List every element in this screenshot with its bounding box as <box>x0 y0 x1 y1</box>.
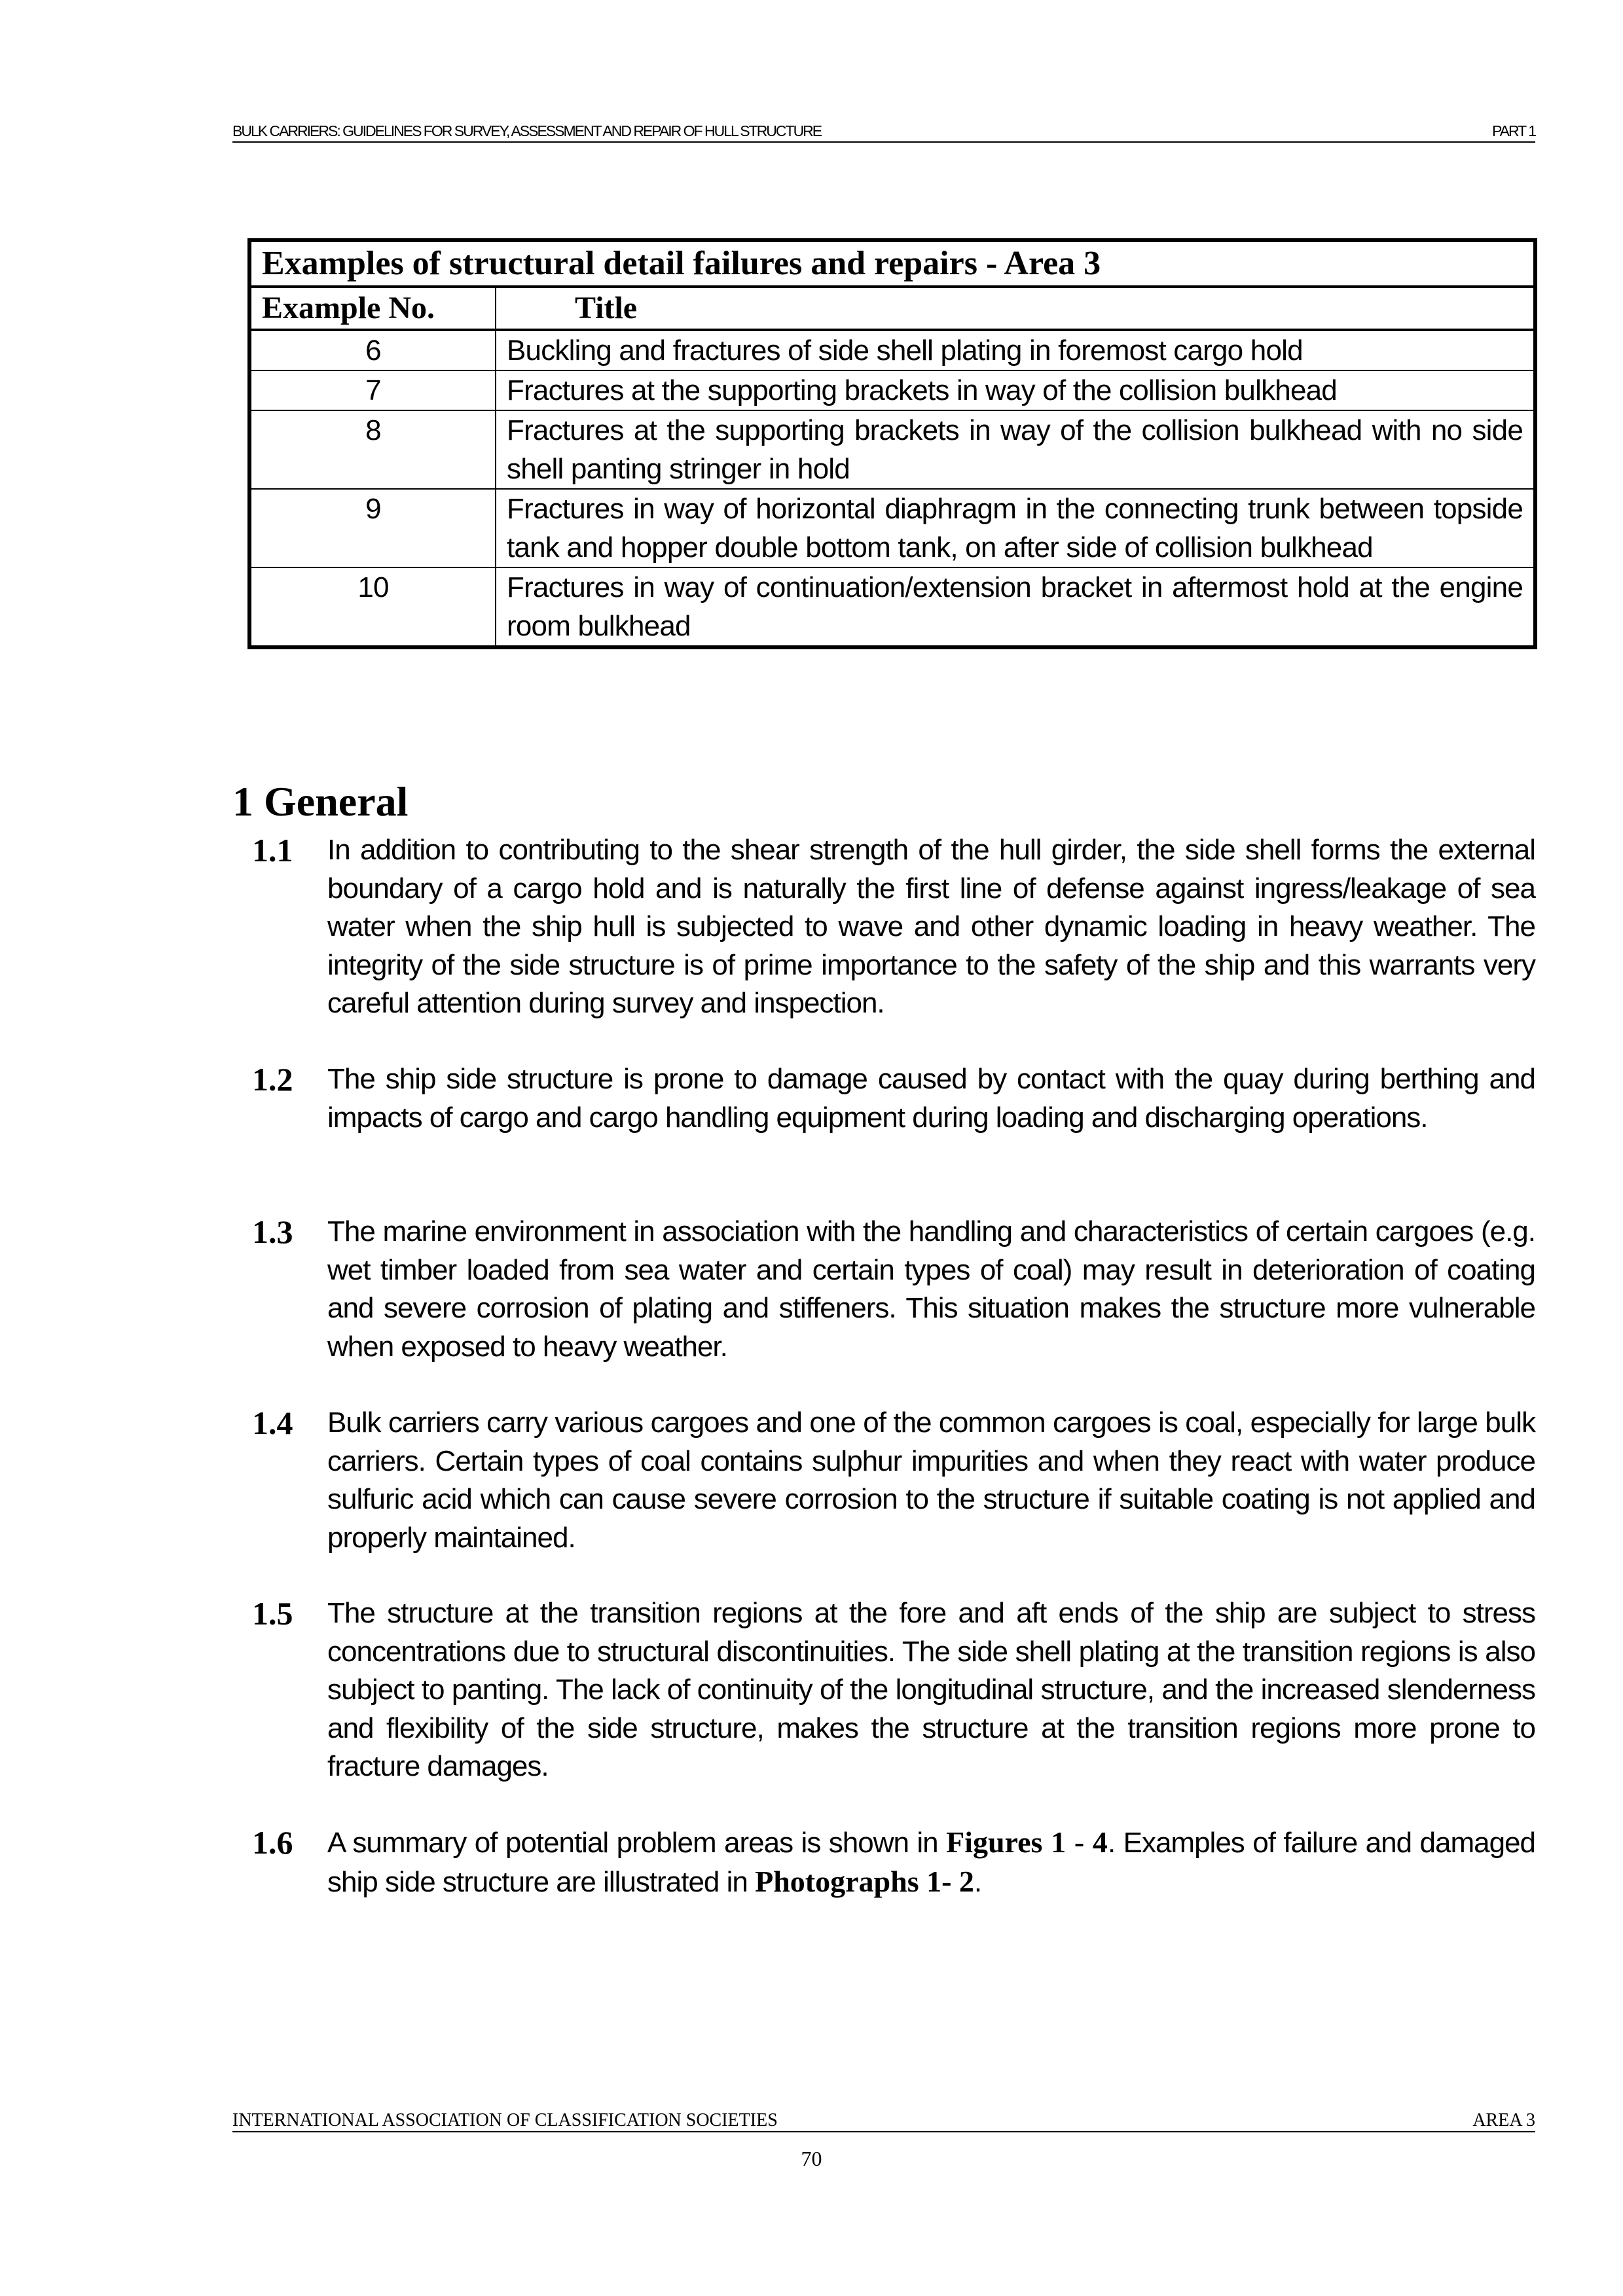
example-title: Fractures at the supporting brackets in way of the collision bulkhead <box>496 370 1535 410</box>
photographs-reference: Photographs 1- 2 <box>755 1864 974 1898</box>
paragraph-text: The marine environment in association with the handling and characteristics of certain cargoes (e.g. wet timber loaded from sea water and certain types of coal) may result in deterioration of coating and severe corrosion of plating and stiffeners. This situation makes the structure more vulnerable when exposed to heavy weather. <box>327 1215 1535 1363</box>
example-title: Fractures at the supporting brackets in way of the collision bulkhead with no side shell panting stringer in hold <box>496 410 1535 489</box>
example-title: Buckling and fractures of side shell plating in foremost cargo hold <box>496 330 1535 370</box>
footer-organization: INTERNATIONAL ASSOCIATION OF CLASSIFICATION SOCIETIES <box>232 2110 778 2130</box>
paragraph-1-2 <box>232 1060 1535 1137</box>
column-header-example-no: Example No. <box>249 287 496 330</box>
example-number: 10 <box>249 567 496 647</box>
example-number: 7 <box>249 370 496 410</box>
paragraph-number: 1.2 <box>252 1061 293 1098</box>
paragraph-1-1 <box>232 831 1535 1023</box>
footer-area-label: AREA 3 <box>1472 2110 1535 2130</box>
table-title-row <box>249 240 1535 287</box>
paragraph-1-6 <box>232 1823 1535 1901</box>
example-number: 6 <box>249 330 496 370</box>
example-title: Fractures in way of continuation/extension bracket in aftermost hold at the engine room bulkhead <box>496 567 1535 647</box>
page-header <box>232 122 1535 143</box>
page-number: 70 <box>801 2147 822 2170</box>
paragraph-text: In addition to contributing to the shear strength of the hull girder, the side shell forms the external boundary of a cargo hold and is naturally the first line of defense against ingress/leakage of sea water when the ship hull is subjected to wave and other dynamic loading in heavy weather. The integrity of the side structure is of prime importance to the safety of the ship and this warrants very careful attention during survey and inspection. <box>327 834 1535 1019</box>
paragraph-text <box>327 1823 1535 1901</box>
page-footer <box>232 2110 1535 2132</box>
table-row <box>249 489 1535 567</box>
example-title: Fractures in way of horizontal diaphragm in the connecting trunk between topside tank and hopper double bottom tank, on after side of collision bulkhead <box>496 489 1535 567</box>
header-document-title: BULK CARRIERS: GUIDELINES FOR SURVEY, ASSESSMENT AND REPAIR OF HULL STRUCTURE <box>232 122 822 139</box>
column-header-title: Title <box>496 287 1535 330</box>
paragraph-number: 1.5 <box>252 1595 293 1632</box>
paragraph-text-part: . Examples of failure and damaged ship side structure are illustrated in <box>327 1827 1535 1898</box>
paragraph-text-part: A summary of potential problem areas is shown in <box>327 1827 947 1859</box>
paragraph-1-5 <box>232 1594 1535 1786</box>
paragraph-number: 1.1 <box>252 832 293 869</box>
example-number: 8 <box>249 410 496 489</box>
table-title: Examples of structural detail failures and repairs - Area 3 <box>249 240 1535 287</box>
table-row <box>249 330 1535 370</box>
paragraph-number: 1.4 <box>252 1405 293 1441</box>
section-heading: 1 General <box>232 778 409 825</box>
example-number: 9 <box>249 489 496 567</box>
table-row <box>249 370 1535 410</box>
paragraph-text: Bulk carriers carry various cargoes and one of the common cargoes is coal, especially for large bulk carriers. Certain types of coal contains sulphur impurities and when they react with water produce sulfuric acid which can cause severe corrosion to the structure if suitable coating is not applied and properly maintained. <box>327 1407 1535 1554</box>
table-header-row <box>249 287 1535 330</box>
paragraph-text: The ship side structure is prone to damage caused by contact with the quay during berthing and impacts of cargo and cargo handling equipment during loading and discharging operations. <box>327 1063 1535 1134</box>
paragraph-text: The structure at the transition regions at the fore and aft ends of the ship are subject to stress concentrations due to structural discontinuities. The side shell plating at the transition regions is also subject to panting. The lack of continuity of the longitudinal structure, and the increased slenderness and flexibility of the side structure, makes the structure at the transition regions more prone to fracture damages. <box>327 1597 1535 1782</box>
table-row <box>249 567 1535 647</box>
figures-reference: Figures 1 - 4 <box>946 1825 1108 1859</box>
examples-table <box>247 238 1537 649</box>
paragraph-number: 1.3 <box>252 1213 293 1250</box>
header-part-label: PART 1 <box>1492 122 1535 139</box>
paragraph-text-part: . <box>974 1865 982 1898</box>
paragraph-1-4 <box>232 1404 1535 1557</box>
paragraph-number: 1.6 <box>252 1824 293 1861</box>
paragraph-1-3 <box>232 1213 1535 1366</box>
table-row <box>249 410 1535 489</box>
